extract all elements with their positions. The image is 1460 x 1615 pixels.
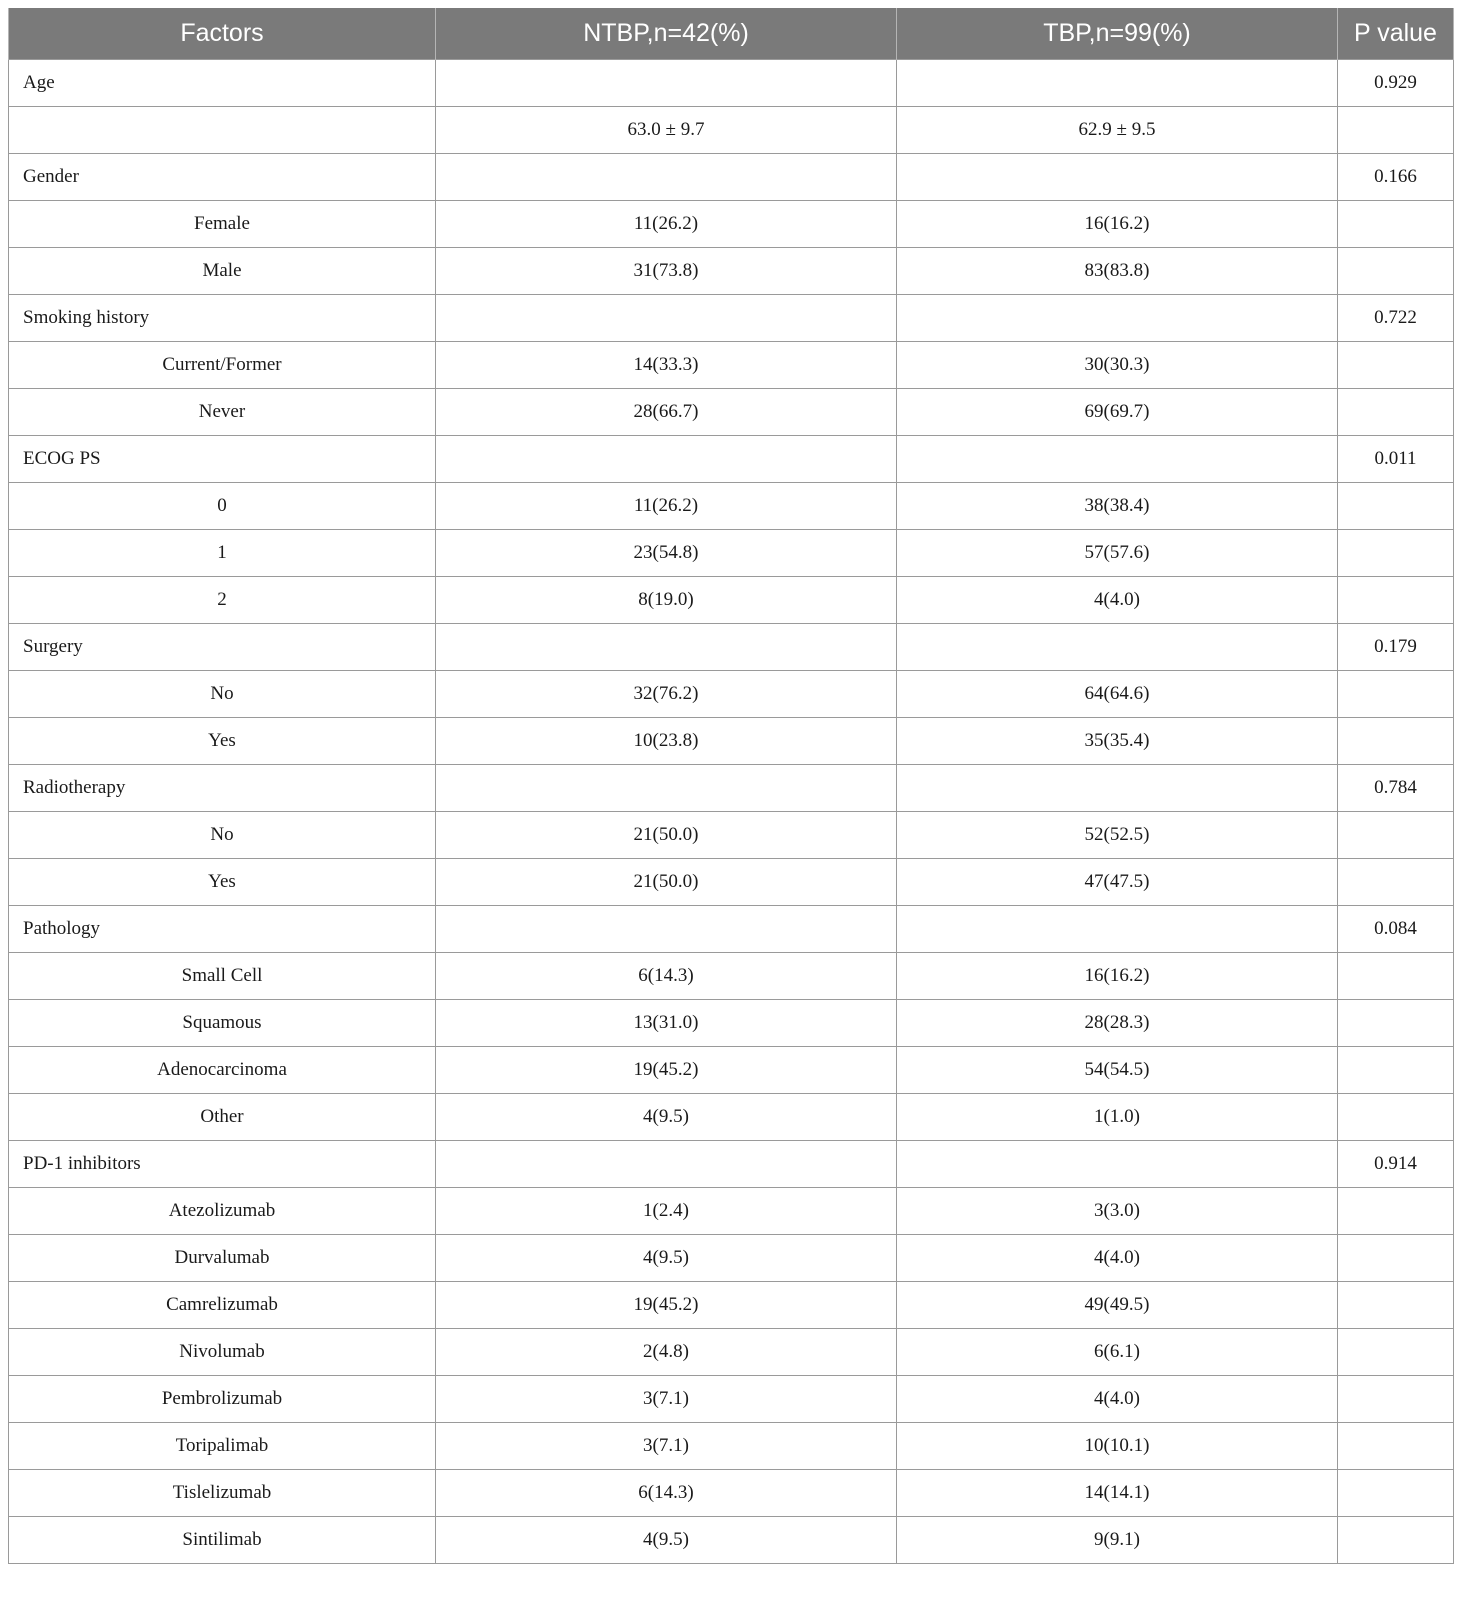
p-value-cell: 0.179 [1338, 624, 1454, 671]
ntbp-cell: 11(26.2) [436, 483, 897, 530]
tbp-cell [897, 60, 1338, 107]
table-row [9, 1188, 1454, 1235]
tbp-cell: 10(10.1) [897, 1423, 1338, 1470]
factor-cell: Durvalumab [9, 1235, 436, 1282]
ntbp-cell: 11(26.2) [436, 201, 897, 248]
table-row [9, 577, 1454, 624]
table-row [9, 671, 1454, 718]
table-body [9, 60, 1454, 1564]
tbp-cell [897, 765, 1338, 812]
factor-cell [9, 107, 436, 154]
tbp-cell [897, 436, 1338, 483]
tbp-cell: 38(38.4) [897, 483, 1338, 530]
factor-cell: Sintilimab [9, 1517, 436, 1564]
ntbp-cell: 21(50.0) [436, 812, 897, 859]
factor-cell: 0 [9, 483, 436, 530]
p-value-cell: 0.914 [1338, 1141, 1454, 1188]
p-value-cell: 0.784 [1338, 765, 1454, 812]
tbp-cell: 47(47.5) [897, 859, 1338, 906]
table-row [9, 60, 1454, 107]
p-value-cell [1338, 718, 1454, 765]
p-value-cell [1338, 483, 1454, 530]
factor-cell: No [9, 671, 436, 718]
p-value-cell [1338, 248, 1454, 295]
tbp-cell: 4(4.0) [897, 1235, 1338, 1282]
p-value-cell [1338, 859, 1454, 906]
ntbp-cell: 4(9.5) [436, 1517, 897, 1564]
p-value-cell: 0.929 [1338, 60, 1454, 107]
tbp-cell: 14(14.1) [897, 1470, 1338, 1517]
tbp-cell: 54(54.5) [897, 1047, 1338, 1094]
tbp-cell: 64(64.6) [897, 671, 1338, 718]
table-row [9, 1517, 1454, 1564]
ntbp-cell: 6(14.3) [436, 953, 897, 1000]
tbp-cell [897, 624, 1338, 671]
factor-cell: Squamous [9, 1000, 436, 1047]
table-row [9, 201, 1454, 248]
ntbp-cell [436, 295, 897, 342]
factor-cell: Atezolizumab [9, 1188, 436, 1235]
ntbp-cell: 28(66.7) [436, 389, 897, 436]
tbp-cell: 69(69.7) [897, 389, 1338, 436]
table-row [9, 483, 1454, 530]
p-value-cell [1338, 1470, 1454, 1517]
table-row [9, 107, 1454, 154]
table-row [9, 859, 1454, 906]
table-row [9, 1141, 1454, 1188]
tbp-cell: 3(3.0) [897, 1188, 1338, 1235]
tbp-cell: 16(16.2) [897, 201, 1338, 248]
factor-cell: Gender [9, 154, 436, 201]
tbp-cell [897, 295, 1338, 342]
p-value-cell [1338, 812, 1454, 859]
factor-cell: ECOG PS [9, 436, 436, 483]
factor-cell: Yes [9, 859, 436, 906]
p-value-cell [1338, 953, 1454, 1000]
header-factors: Factors [9, 8, 436, 60]
factor-cell: Small Cell [9, 953, 436, 1000]
factor-cell: Radiotherapy [9, 765, 436, 812]
ntbp-cell: 6(14.3) [436, 1470, 897, 1517]
p-value-cell: 0.166 [1338, 154, 1454, 201]
p-value-cell [1338, 1329, 1454, 1376]
ntbp-cell: 14(33.3) [436, 342, 897, 389]
ntbp-cell: 2(4.8) [436, 1329, 897, 1376]
table-row [9, 1094, 1454, 1141]
p-value-cell [1338, 1376, 1454, 1423]
factor-cell: 2 [9, 577, 436, 624]
p-value-cell: 0.084 [1338, 906, 1454, 953]
factor-cell: Yes [9, 718, 436, 765]
p-value-cell [1338, 107, 1454, 154]
table-row [9, 342, 1454, 389]
baseline-characteristics-table [8, 8, 1454, 1564]
tbp-cell: 35(35.4) [897, 718, 1338, 765]
table-row [9, 624, 1454, 671]
factor-cell: Surgery [9, 624, 436, 671]
ntbp-cell: 23(54.8) [436, 530, 897, 577]
tbp-cell: 30(30.3) [897, 342, 1338, 389]
header-ntbp: NTBP,n=42(%) [436, 8, 897, 60]
factor-cell: Male [9, 248, 436, 295]
factor-cell: Pembrolizumab [9, 1376, 436, 1423]
ntbp-cell: 4(9.5) [436, 1094, 897, 1141]
ntbp-cell: 19(45.2) [436, 1047, 897, 1094]
p-value-cell [1338, 1282, 1454, 1329]
p-value-cell [1338, 389, 1454, 436]
table-row [9, 389, 1454, 436]
tbp-cell: 28(28.3) [897, 1000, 1338, 1047]
header-p-value: P value [1338, 8, 1454, 60]
tbp-cell [897, 906, 1338, 953]
p-value-cell [1338, 671, 1454, 718]
p-value-cell [1338, 1000, 1454, 1047]
p-value-cell [1338, 1188, 1454, 1235]
p-value-cell [1338, 1517, 1454, 1564]
p-value-cell [1338, 1423, 1454, 1470]
factor-cell: Age [9, 60, 436, 107]
p-value-cell [1338, 1235, 1454, 1282]
table-row [9, 765, 1454, 812]
factor-cell: Pathology [9, 906, 436, 953]
p-value-cell [1338, 201, 1454, 248]
tbp-cell: 16(16.2) [897, 953, 1338, 1000]
ntbp-cell: 4(9.5) [436, 1235, 897, 1282]
table-row [9, 530, 1454, 577]
tbp-cell: 49(49.5) [897, 1282, 1338, 1329]
table-row [9, 718, 1454, 765]
table-row [9, 906, 1454, 953]
p-value-cell [1338, 1047, 1454, 1094]
ntbp-cell: 3(7.1) [436, 1423, 897, 1470]
p-value-cell: 0.011 [1338, 436, 1454, 483]
ntbp-cell: 32(76.2) [436, 671, 897, 718]
table-row [9, 812, 1454, 859]
tbp-cell: 4(4.0) [897, 577, 1338, 624]
tbp-cell: 4(4.0) [897, 1376, 1338, 1423]
tbp-cell: 52(52.5) [897, 812, 1338, 859]
table-row [9, 1470, 1454, 1517]
factor-cell: Never [9, 389, 436, 436]
ntbp-cell: 63.0 ± 9.7 [436, 107, 897, 154]
tbp-cell: 62.9 ± 9.5 [897, 107, 1338, 154]
factor-cell: Adenocarcinoma [9, 1047, 436, 1094]
tbp-cell [897, 154, 1338, 201]
ntbp-cell: 10(23.8) [436, 718, 897, 765]
table-row [9, 1235, 1454, 1282]
tbp-cell: 1(1.0) [897, 1094, 1338, 1141]
tbp-cell: 9(9.1) [897, 1517, 1338, 1564]
ntbp-cell: 21(50.0) [436, 859, 897, 906]
header-tbp: TBP,n=99(%) [897, 8, 1338, 60]
ntbp-cell: 3(7.1) [436, 1376, 897, 1423]
ntbp-cell [436, 906, 897, 953]
p-value-cell [1338, 1094, 1454, 1141]
factor-cell: Camrelizumab [9, 1282, 436, 1329]
factor-cell: Toripalimab [9, 1423, 436, 1470]
ntbp-cell: 1(2.4) [436, 1188, 897, 1235]
factor-cell: 1 [9, 530, 436, 577]
table-row [9, 953, 1454, 1000]
factor-cell: PD-1 inhibitors [9, 1141, 436, 1188]
tbp-cell [897, 1141, 1338, 1188]
table-row [9, 1000, 1454, 1047]
header-row [9, 8, 1454, 60]
table-row [9, 1047, 1454, 1094]
p-value-cell [1338, 342, 1454, 389]
ntbp-cell [436, 765, 897, 812]
table-header [9, 8, 1454, 60]
table-row [9, 1423, 1454, 1470]
ntbp-cell: 31(73.8) [436, 248, 897, 295]
table-row [9, 295, 1454, 342]
p-value-cell [1338, 530, 1454, 577]
factor-cell: Current/Former [9, 342, 436, 389]
tbp-cell: 83(83.8) [897, 248, 1338, 295]
factor-cell: Nivolumab [9, 1329, 436, 1376]
factor-cell: No [9, 812, 436, 859]
table-row [9, 154, 1454, 201]
table-row [9, 1376, 1454, 1423]
ntbp-cell [436, 436, 897, 483]
factor-cell: Other [9, 1094, 436, 1141]
ntbp-cell [436, 624, 897, 671]
tbp-cell: 57(57.6) [897, 530, 1338, 577]
p-value-cell: 0.722 [1338, 295, 1454, 342]
table-row [9, 1282, 1454, 1329]
ntbp-cell [436, 1141, 897, 1188]
factor-cell: Female [9, 201, 436, 248]
ntbp-cell [436, 60, 897, 107]
p-value-cell [1338, 577, 1454, 624]
tbp-cell: 6(6.1) [897, 1329, 1338, 1376]
factor-cell: Smoking history [9, 295, 436, 342]
ntbp-cell: 13(31.0) [436, 1000, 897, 1047]
table-row [9, 248, 1454, 295]
ntbp-cell: 8(19.0) [436, 577, 897, 624]
ntbp-cell: 19(45.2) [436, 1282, 897, 1329]
ntbp-cell [436, 154, 897, 201]
table-row [9, 1329, 1454, 1376]
table-row [9, 436, 1454, 483]
factor-cell: Tislelizumab [9, 1470, 436, 1517]
